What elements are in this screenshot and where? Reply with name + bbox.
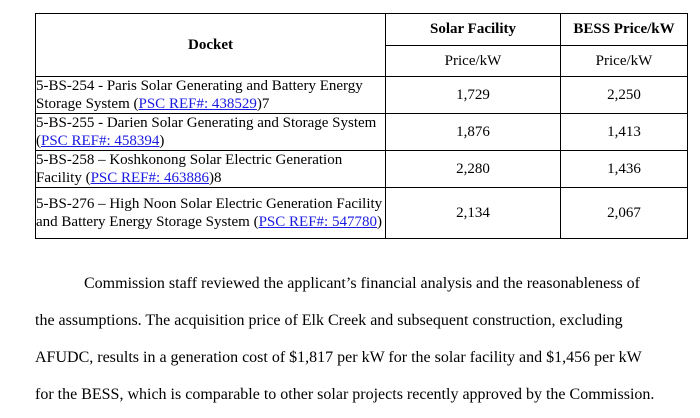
- bess-price-cell: 1,436: [561, 151, 688, 188]
- docket-name-cell: [36, 188, 386, 239]
- solar-price-cell: 1,729: [386, 77, 561, 114]
- paragraph-line: for the BESS, which is comparable to other solar projects recently approved by the Commission.: [35, 386, 655, 403]
- solar-facility-header: Solar Facility: [386, 14, 561, 46]
- solar-price-cell: 1,876: [386, 114, 561, 151]
- docket-name-cell: [36, 114, 386, 151]
- table-row: [36, 151, 688, 188]
- bess-price-unit: Price/kW: [561, 45, 688, 77]
- docket-name: 5-BS-276 – High Noon Solar Electric Generation Facility and Battery Energy Storage System (: [36, 196, 383, 230]
- paragraph-line: AFUDC, results in a generation cost of $1,817 per kW for the solar facility and $1,456 per kW: [35, 349, 642, 366]
- docket-name-cell: [36, 151, 386, 188]
- psc-ref-link[interactable]: PSC REF#: 547780: [258, 214, 377, 230]
- docket-suffix: ): [159, 133, 165, 149]
- paragraph-line: the assumptions. The acquisition price of Elk Creek and subsequent construction, excluding: [35, 312, 623, 329]
- table-row: [36, 188, 688, 239]
- docket-name: 5-BS-258 – Koshkonong Solar Electric Generation Facility (: [36, 152, 343, 186]
- table-row: [36, 114, 688, 151]
- bess-price-cell: 2,250: [561, 77, 688, 114]
- docket-suffix: )7: [256, 96, 270, 112]
- docket-column-header: Docket: [36, 14, 386, 77]
- docket-suffix: )8: [208, 170, 222, 186]
- solar-price-cell: 2,134: [386, 188, 561, 239]
- psc-ref-link[interactable]: PSC REF#: 458394: [41, 133, 160, 149]
- psc-ref-link[interactable]: PSC REF#: 438529: [138, 96, 257, 112]
- solar-price-unit: Price/kW: [386, 45, 561, 77]
- bess-price-cell: 2,067: [561, 188, 688, 239]
- table-row: [36, 77, 688, 114]
- docket-price-table: [35, 13, 688, 239]
- docket-name: 5-BS-255 - Darien Solar Generating and Storage System (: [36, 115, 377, 149]
- bess-price-cell: 1,413: [561, 114, 688, 151]
- paragraph-line: Commission staff reviewed the applicant’s financial analysis and the reasonableness of: [84, 275, 640, 292]
- docket-name: 5-BS-254 - Paris Solar Generating and Battery Energy Storage System (: [36, 78, 363, 112]
- solar-price-cell: 2,280: [386, 151, 561, 188]
- docket-name-cell: [36, 77, 386, 114]
- bess-price-header: BESS Price/kW: [561, 14, 688, 46]
- psc-ref-link[interactable]: PSC REF#: 463886: [90, 170, 209, 186]
- docket-suffix: ): [376, 214, 382, 230]
